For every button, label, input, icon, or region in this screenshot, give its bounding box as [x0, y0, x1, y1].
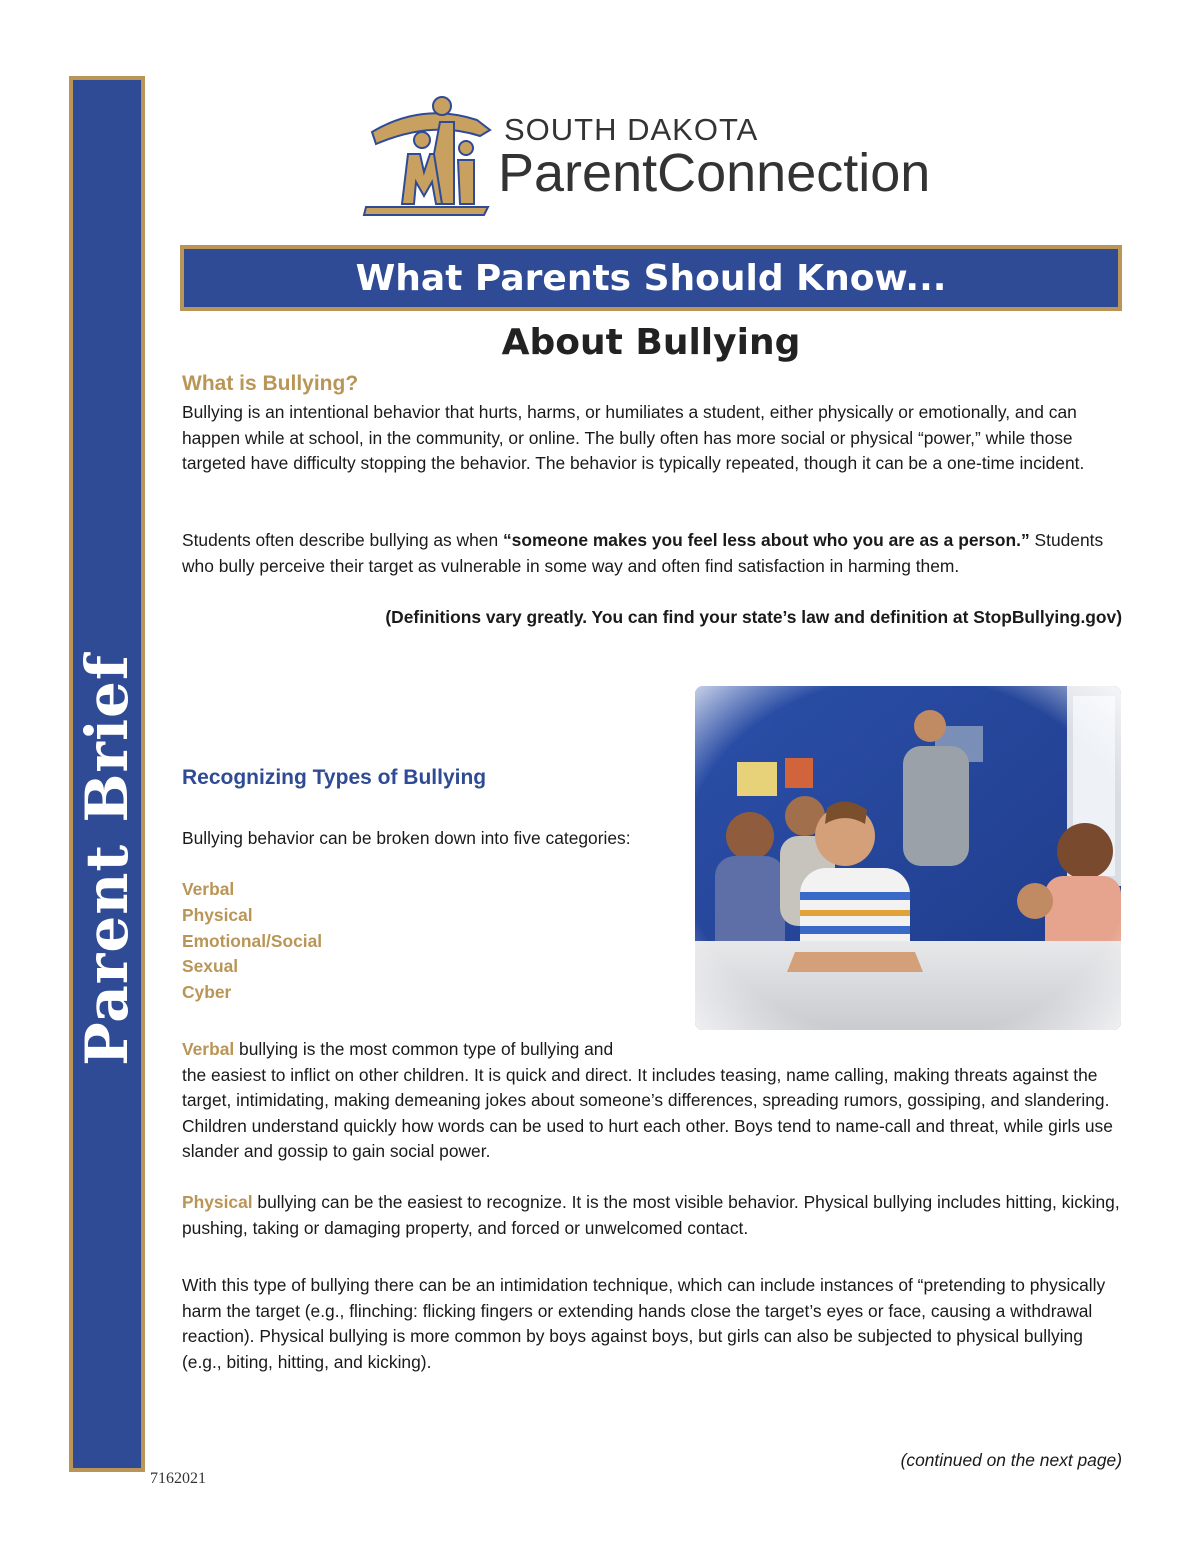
list-item: Sexual	[182, 956, 239, 977]
student-description-rest: Students who bully perceive their target as vulnerable in some way and often find satisfaction in harming them.	[182, 530, 1104, 576]
recognizing-types-heading: Recognizing Types of Bullying	[182, 766, 487, 789]
title-banner	[180, 245, 1122, 311]
banner-title: What Parents Should Know...	[355, 257, 947, 299]
category-list	[182, 877, 322, 1006]
document-code: 7162021	[150, 1470, 206, 1487]
parent-brief-sidebar	[69, 76, 145, 1472]
classroom-bullying-photo	[695, 686, 1121, 1030]
verbal-first-line: bullying is the most common type of bullying and	[234, 1039, 614, 1059]
list-item: Cyber	[182, 982, 232, 1003]
physical-description: bullying can be the easiest to recognize. It is the most visible behavior. Physical bullying includes hitting, kicking, pushing, taking or damaging property, and forced or unwelcomed contact.	[182, 1192, 1120, 1238]
verbal-paragraph	[182, 1037, 1127, 1165]
student-description-lead: Students often describe bullying as when	[182, 530, 503, 550]
parent-connection-logo	[362, 92, 932, 222]
page-subtitle: About Bullying	[501, 322, 801, 363]
physical-term: Physical	[182, 1192, 253, 1212]
what-is-bullying-heading: What is Bullying?	[182, 372, 359, 395]
categories-intro: Bullying behavior can be broken down into five categories:	[182, 828, 631, 848]
logo-state-text: SOUTH DAKOTA	[504, 112, 759, 147]
definition-paragraph: Bullying is an intentional behavior that hurts, harms, or humiliates a student, either physically or emotionally, and can happen while at school, in the community, or online. The bully often has more social or physical “power,” while those targeted have difficulty stopping the behavior. The behavior is typically repeated, though it can be a one-time incident.	[182, 402, 1085, 474]
list-item: Verbal	[182, 879, 235, 899]
student-quote: “someone makes you feel less about who you are as a person.”	[502, 530, 1030, 550]
list-item: Emotional/Social	[182, 930, 323, 951]
student-description-paragraph	[182, 528, 1127, 579]
intimidation-paragraph: With this type of bullying there can be an intimidation technique, which can include instances of “pretending to physically harm the target (e.g., flinching: flicking fingers or extending hands close the target’s eyes or face, causing a withdrawal reaction). Physical bullying is more common by boys against boys, but girls can also be subjected to physical bullying (e.g., biting, hitting, and kicking).	[182, 1275, 1106, 1372]
definitions-note: (Definitions vary greatly. You can find your state’s law and definition at StopBullying.gov)	[385, 607, 1122, 627]
logo-figures-icon	[362, 92, 502, 222]
logo-org-name: ParentConnection	[498, 143, 931, 203]
verbal-description: the easiest to inflict on other children. It is quick and direct. It includes teasing, name calling, making threats against the target, intimidating, making demeaning jokes about someone’s differences, spreading rumors, gossiping, and slandering. Children understand quickly how words can be used to hurt each other. Boys tend to name-call and threat, while girls use slander and gossip to gain social power.	[182, 1064, 1113, 1162]
physical-paragraph	[182, 1190, 1127, 1241]
verbal-term: Verbal	[182, 1039, 235, 1059]
sidebar-label: Parent Brief	[73, 654, 141, 1066]
list-item: Physical	[182, 904, 253, 925]
continued-note: (continued on the next page)	[900, 1450, 1122, 1470]
